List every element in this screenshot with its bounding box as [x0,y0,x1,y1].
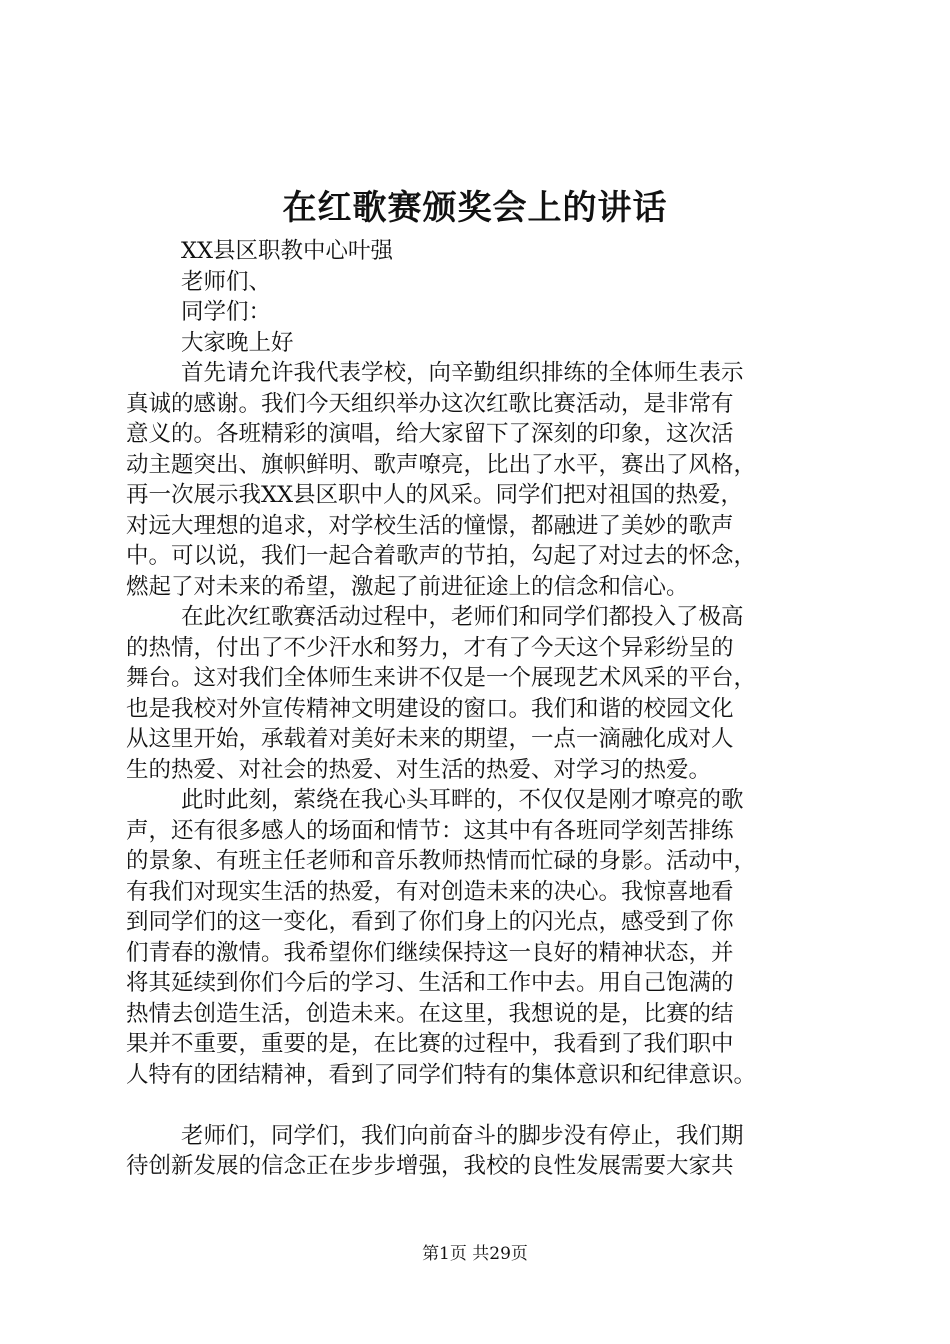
text-line: 果并不重要，重要的是，在比赛的过程中，我看到了我们职中 [126,1031,734,1057]
text-line: 动主题突出、旗帜鲜明、歌声嘹亮，比出了水平，赛出了风格， [126,451,757,478]
text-line: 生的热爱、对社会的热爱、对生活的热爱、对学习的热爱。 [126,756,712,783]
text-line: 从这里开始，承载着对美好未来的期望，一点一滴融化成对人 [126,726,734,752]
text-line: 意义的。各班精彩的演唱，给大家留下了深刻的印象，这次活 [126,421,734,447]
paragraph-3 [126,785,856,1090]
paragraph-2 [126,602,856,785]
paragraph-spacer [126,1090,856,1121]
text-line: 舞台。这对我们全体师生来讲不仅是一个展现艺术风采的平台， [126,665,757,691]
text-line: 燃起了对未来的希望，激起了前进征途上的信念和信心。 [126,573,689,600]
text-line: 们青春的激情。我希望你们继续保持这一良好的精神状态，并 [126,939,734,966]
text-line: 首先请允许我代表学校，向辛勤组织排练的全体师生表示 [181,360,744,386]
text-line: 将其延续到你们今后的学习、生活和工作中去。用自己饱满的 [126,970,734,996]
paragraph-1 [126,358,856,602]
text-line: 人特有的团结精神，看到了同学们特有的集体意识和纪律意识。 [126,1061,757,1088]
salutation-students: 同学们： [181,299,272,325]
author-line: XX县区职教中心叶强 [181,238,394,264]
text-line: 到同学们的这一变化，看到了你们身上的闪光点，感受到了你 [126,909,734,935]
text-line: 的热情，付出了不少汗水和努力，才有了今天这个异彩纷呈的 [126,634,734,661]
text-line: 也是我校对外宣传精神文明建设的窗口。我们和谐的校园文化 [126,695,734,722]
document-title: 在红歌赛颁奖会上的讲话 [282,188,668,228]
text-line: 真诚的感谢。我们今天组织举办这次红歌比赛活动，是非常有 [126,390,734,417]
paragraph-4 [126,1121,856,1182]
text-line: 老师们，同学们，我们向前奋斗的脚步没有停止，我们期 [181,1122,744,1149]
greeting-line: 大家晚上好 [181,329,294,356]
salutation-teachers: 老师们、 [181,268,272,295]
text-line: 声，还有很多感人的场面和情节：这其中有各班同学刻苦排练 [126,817,734,844]
text-line: 待创新发展的信念正在步步增强，我校的良性发展需要大家共 [126,1153,734,1179]
text-line: 热情去创造生活，创造未来。在这里，我想说的是，比赛的结 [126,1000,734,1027]
text-line: 有我们对现实生活的热爱，有对创造未来的决心。我惊喜地看 [126,878,734,905]
page-footer: 第1页 共29页 [422,1244,528,1264]
text-line: 中。可以说，我们一起合着歌声的节拍，勾起了对过去的怀念， [126,543,757,569]
text-line: 在此次红歌赛活动过程中，老师们和同学们都投入了极高 [181,604,744,630]
text-line: 的景象、有班主任老师和音乐教师热情而忙碌的身影。活动中， [126,848,757,874]
document-body [126,236,856,1182]
text-line: 此时此刻，萦绕在我心头耳畔的，不仅仅是刚才嘹亮的歌 [181,787,744,813]
text-line: 再一次展示我XX县区职中人的风采。同学们把对祖国的热爱， [126,482,744,508]
text-line: 对远大理想的追求，对学校生活的憧憬，都融进了美妙的歌声 [126,512,734,539]
